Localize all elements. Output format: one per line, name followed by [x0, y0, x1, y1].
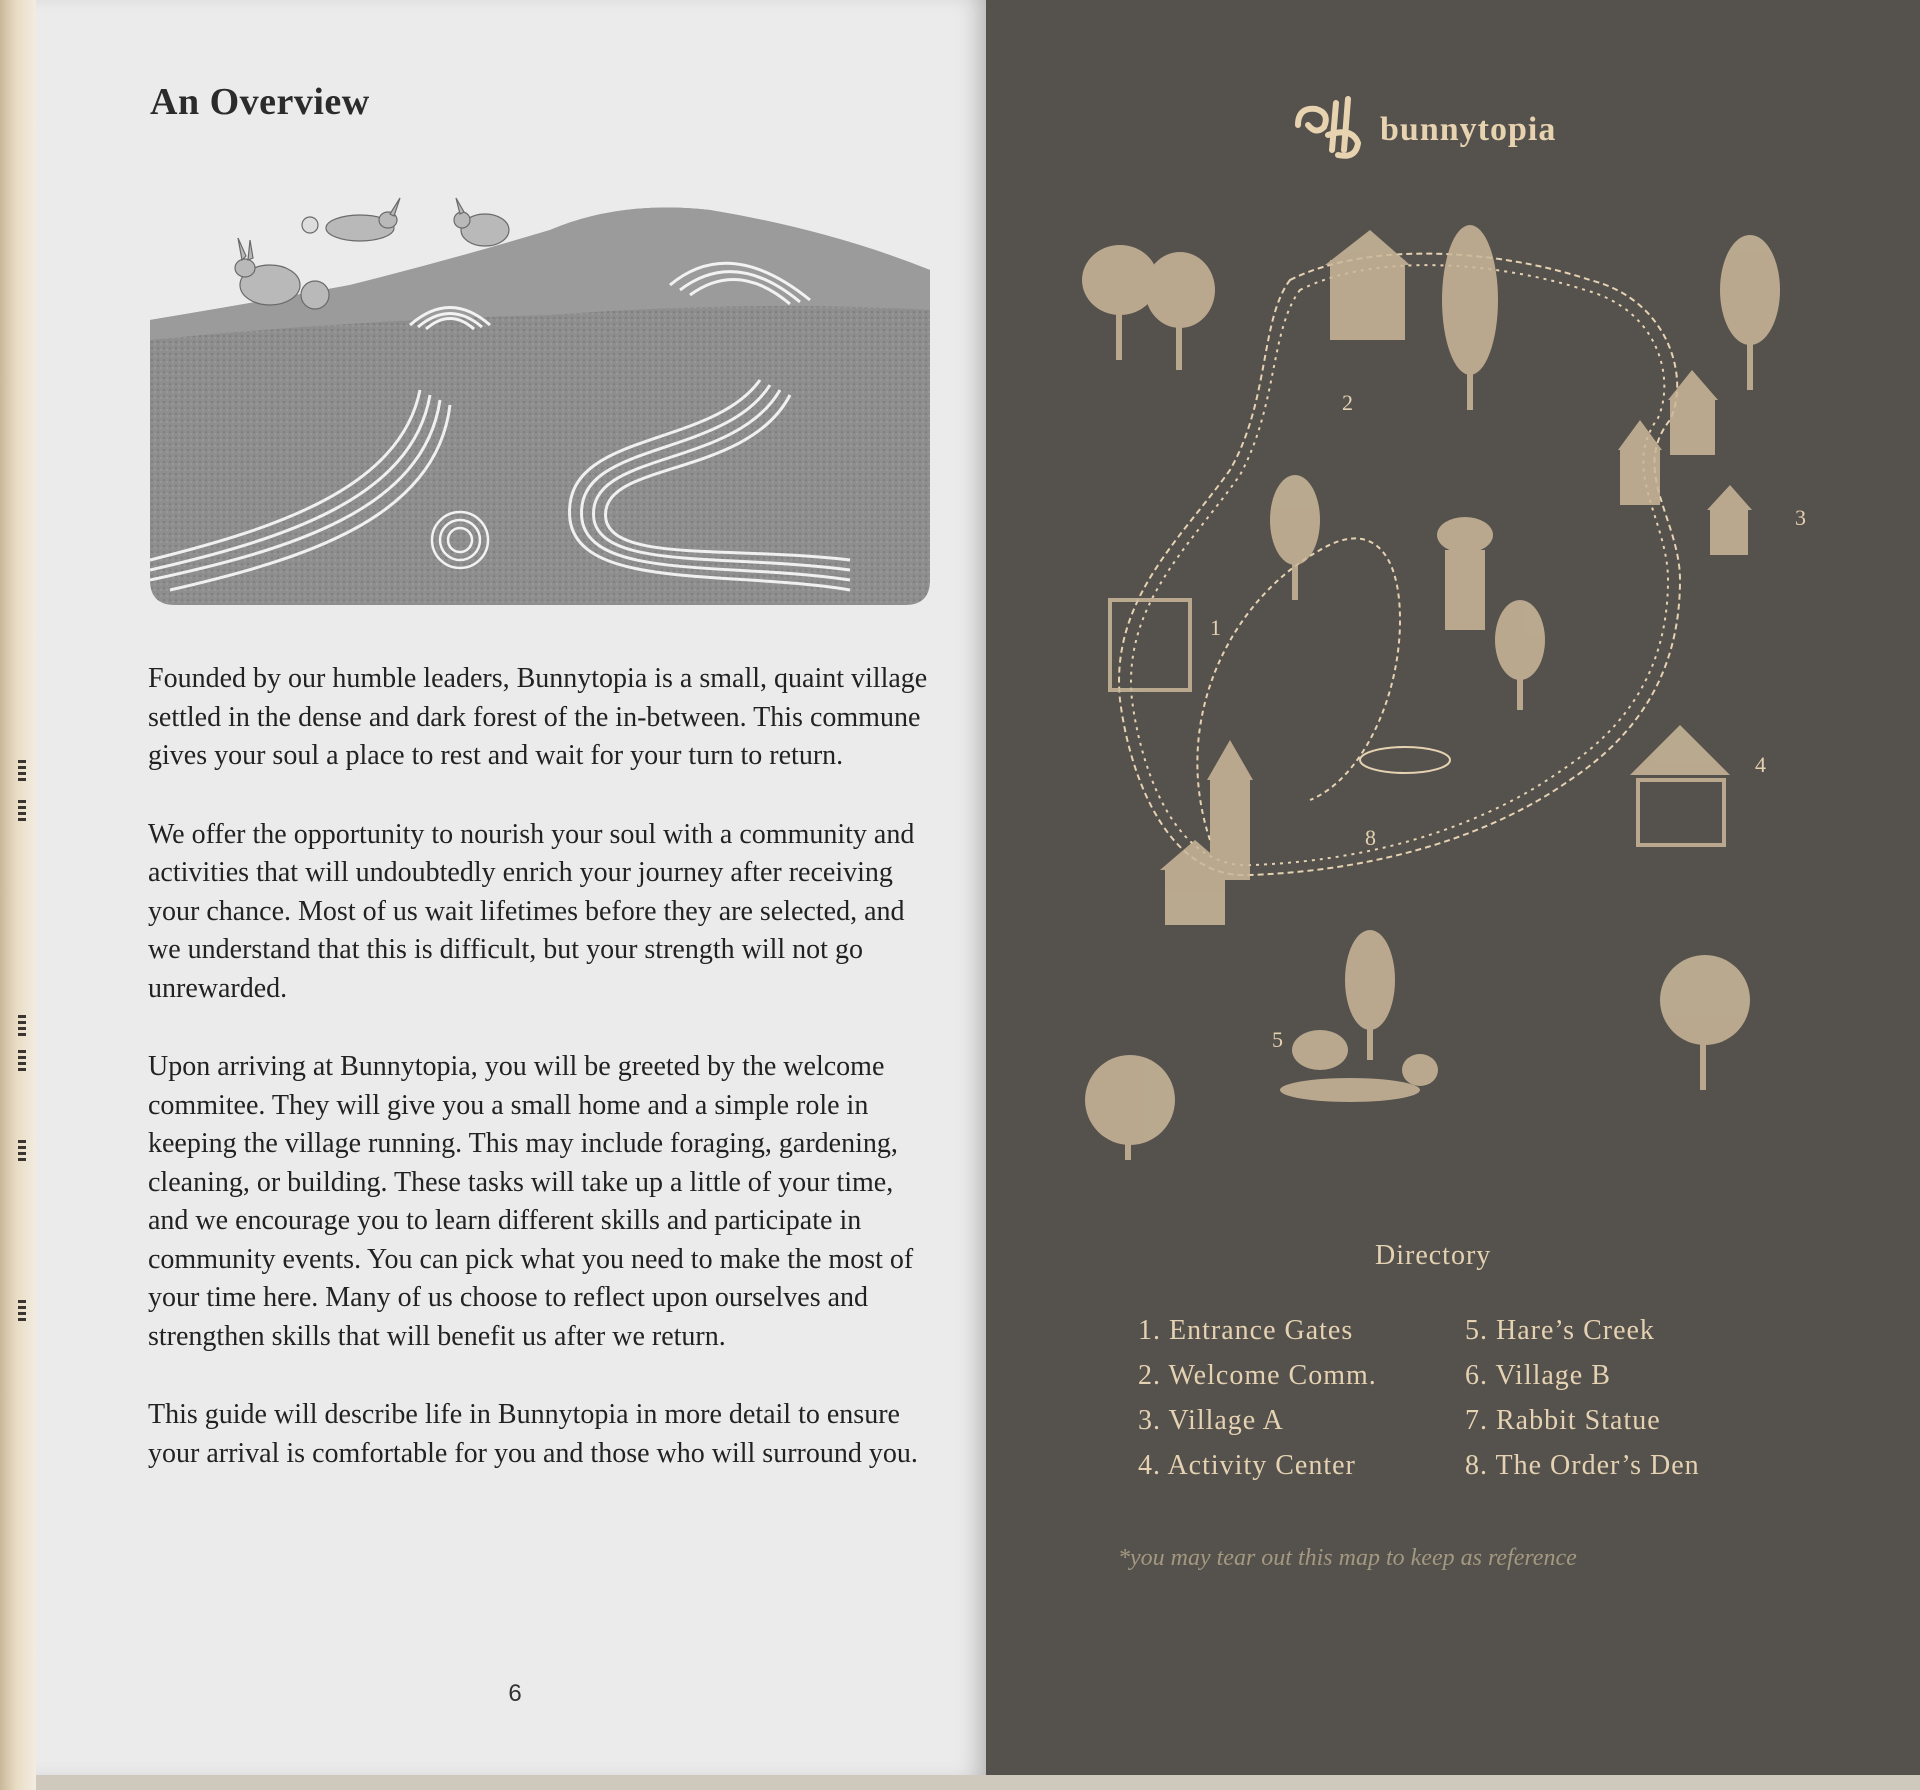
page-title: An Overview: [150, 81, 370, 123]
directory-item: 4. Activity Center: [1138, 1450, 1356, 1481]
directory-item: 3. Village A: [1138, 1405, 1284, 1436]
directory-item: 2. Welcome Comm.: [1138, 1360, 1377, 1391]
brand-header: [1288, 95, 1556, 165]
bunny-burrow-illustration: [150, 190, 930, 610]
overview-body: [148, 660, 938, 1513]
directory-item: 8. The Order’s Den: [1465, 1450, 1700, 1481]
directory-column-left: [1138, 1315, 1377, 1495]
book-edge: [0, 0, 40, 1790]
page-number: 6: [508, 1680, 522, 1707]
directory-item: 6. Village B: [1465, 1360, 1611, 1391]
directory-item: 5. Hare’s Creek: [1465, 1315, 1655, 1346]
map-label-8: 8: [1365, 825, 1376, 850]
brand-name: bunnytopia: [1380, 111, 1557, 148]
directory-column-right: [1465, 1315, 1700, 1495]
paragraph: We offer the opportunity to nourish your soul with a community and activities that will undoubtedly enrich your journey after receiving your chance. Most of us wait lifetimes before they are selected, and we understand that this is difficult, but your strength will not go unrewarded.: [148, 818, 915, 1004]
paragraph: This guide will describe life in Bunnytopia in more detail to ensure your arrival is comfortable for you and those who will surround you.: [148, 1399, 918, 1469]
tear-out-note: *you may tear out this map to keep as reference: [1118, 1545, 1577, 1571]
paragraph: Founded by our humble leaders, Bunnytopia is a small, quaint village settled in the dense and dark forest of the in-between. This commune gives your soul a place to rest and wait for your turn to return.: [148, 663, 928, 771]
bunnytopia-logo-icon: [1288, 95, 1368, 165]
directory-item: 7. Rabbit Statue: [1465, 1405, 1661, 1436]
map-label-4: 4: [1755, 752, 1766, 777]
village-map: [1070, 220, 1830, 1160]
page-bottom-edge: [36, 1775, 1920, 1790]
directory-title: Directory: [1375, 1240, 1492, 1271]
map-label-1: 1: [1210, 615, 1221, 640]
directory-item: 1. Entrance Gates: [1138, 1315, 1354, 1346]
map-label-2: 2: [1342, 390, 1353, 415]
map-label-5: 5: [1272, 1027, 1283, 1052]
map-label-3: 3: [1795, 505, 1806, 530]
paragraph: Upon arriving at Bunnytopia, you will be greeted by the welcome commitee. They will give you a small home and a simple role in keeping the village running. This may include foraging, gardening, cleaning, or building. These tasks will take up a little of your time, and we encourage you to learn different skills and participate in community events. You can pick what you need to make the most of your time here. Many of us choose to reflect upon ourselves and strengthen skills that will benefit us after we return.: [148, 1051, 914, 1352]
